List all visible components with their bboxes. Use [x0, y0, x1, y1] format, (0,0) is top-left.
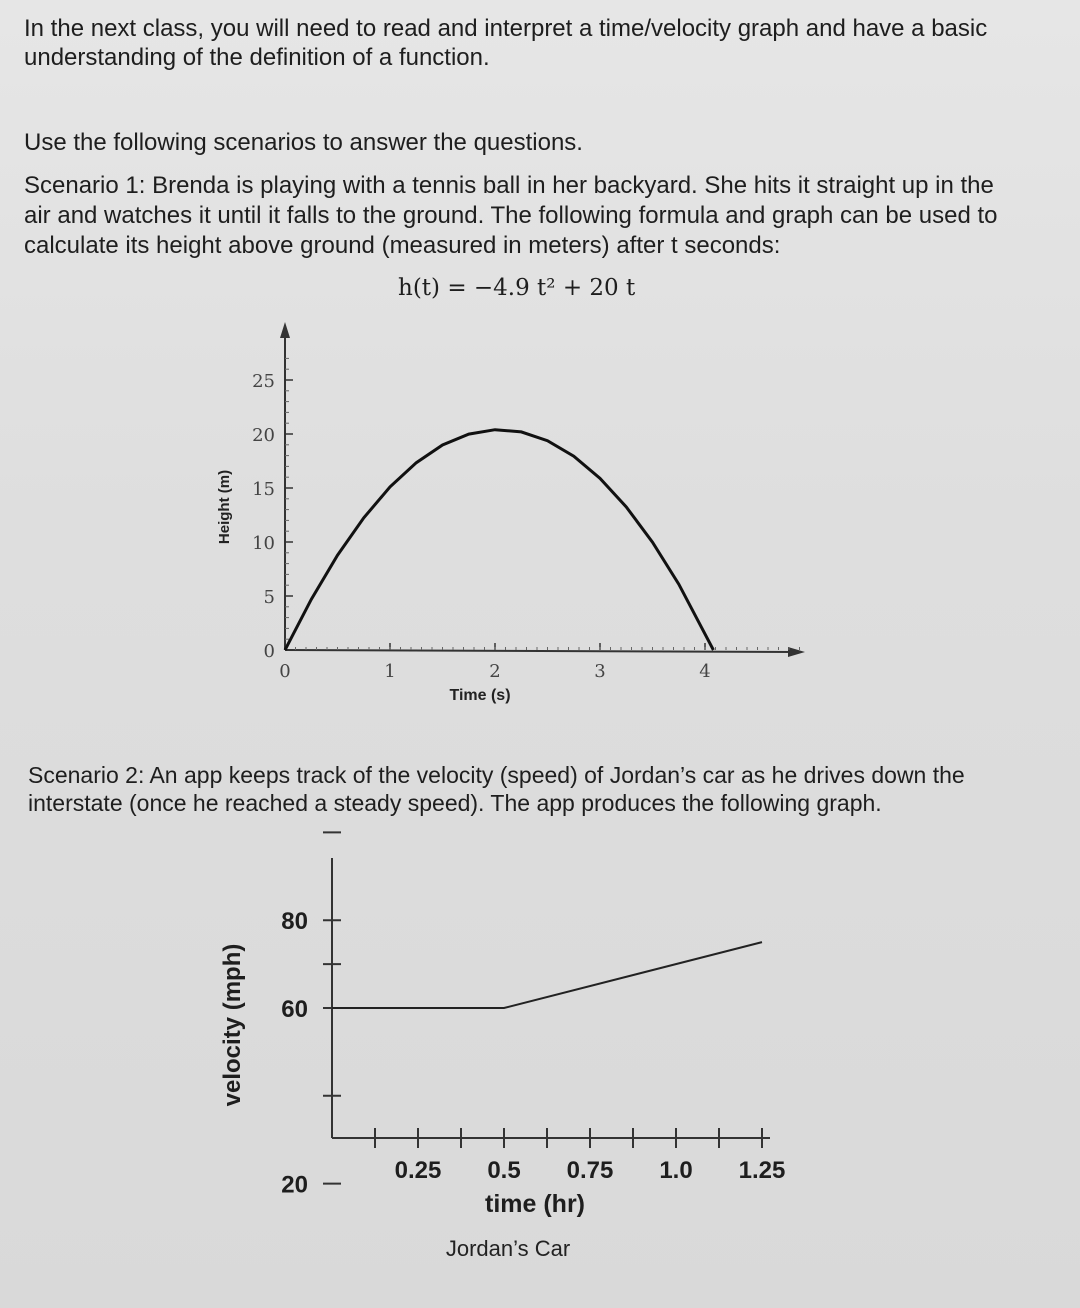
chart1-y-arrow-icon	[280, 322, 290, 338]
chart2-y-label: velocity (mph)	[219, 943, 246, 1107]
chart2-y-tick-label: 80	[281, 908, 308, 936]
chart1-x-tick-label: 0	[279, 661, 291, 682]
use-scenarios-line: Use the following scenarios to answer the questions.	[24, 129, 583, 156]
height-formula: h(t) = −4.9 t² + 20 t	[398, 275, 636, 301]
chart1-x-label: Time (s)	[449, 687, 511, 704]
chart1-x-tick-label: 4	[699, 661, 711, 682]
intro-paragraph: In the next class, you will need to read and interpret a time/velocity graph and have a basic understanding of the definition of a function.	[24, 15, 988, 71]
chart1-y-tick-label: 20	[252, 425, 275, 446]
chart2-x-tick-label: 0.25	[394, 1157, 442, 1184]
scenario-1-paragraph: Scenario 1: Brenda is playing with a tennis ball in her backyard. She hits it straight up in the air and watches it until it falls to the ground. The following formula and graph can be used to calculate its height above ground (measured in meters) after t seconds:	[24, 172, 998, 259]
chart2-title: Jordan’s Car	[445, 1236, 571, 1261]
chart2-y-tick-label: 20	[281, 1171, 308, 1199]
chart1-height-curve	[285, 430, 713, 650]
chart2-x-tick-label: 0.75	[566, 1157, 614, 1184]
chart1-x-tick-label: 2	[489, 661, 501, 682]
chart2-x-tick-label: 1.25	[738, 1157, 786, 1184]
chart1-y-tick-label: 5	[263, 587, 275, 608]
chart1-y-tick-label: 10	[252, 533, 275, 554]
chart1-x-tick-label: 3	[594, 661, 606, 682]
chart1-y-tick-label: 25	[252, 371, 275, 392]
chart2-y-tick-label: 60	[281, 996, 308, 1023]
chart1-y-tick-label: 0	[263, 641, 275, 662]
chart1-x-tick-label: 1	[384, 661, 396, 682]
chart2-x-label: time (hr)	[485, 1190, 585, 1218]
scenario-2-paragraph: Scenario 2: An app keeps track of the velocity (speed) of Jordan’s car as he drives down the interstate (once he reached a steady speed). The app produces the following graph.	[28, 762, 965, 816]
chart1-x-arrow-icon	[788, 647, 805, 657]
chart1-x-axis	[285, 650, 795, 652]
chart2-x-tick-label: 0.5	[487, 1157, 521, 1184]
chart1-y-label: Height (m)	[216, 469, 233, 545]
chart1-y-tick-label: 15	[252, 479, 275, 500]
chart2-x-tick-label: 1.0	[659, 1157, 693, 1184]
